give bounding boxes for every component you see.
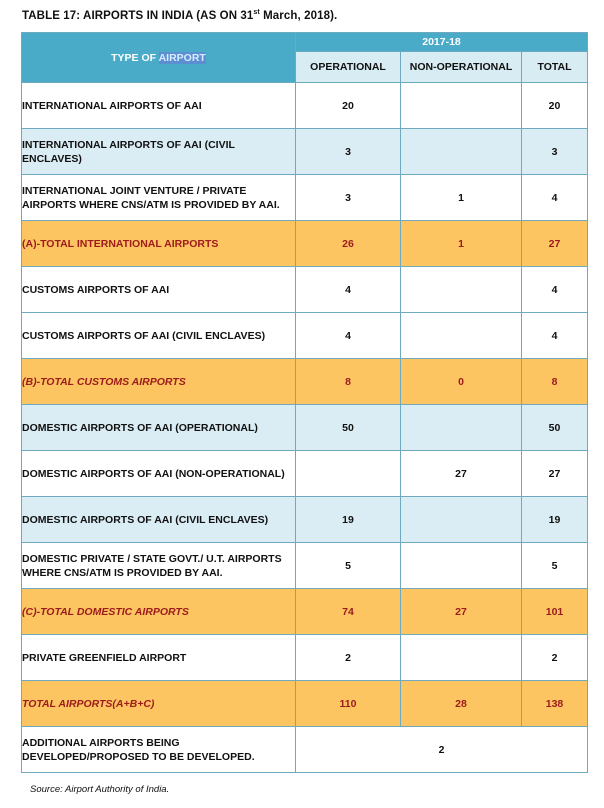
row-total: 4 <box>522 175 588 221</box>
source-note: Source: Airport Authority of India. <box>30 784 170 795</box>
additional-label: ADDITIONAL AIRPORTS BEING DEVELOPED/PROPOSED TO BE DEVELOPED. <box>22 727 296 773</box>
table-row <box>22 543 588 589</box>
additional-value: 2 <box>296 727 588 773</box>
table-row-grand-total <box>22 681 588 727</box>
row-operational: 5 <box>296 543 401 589</box>
row-non-operational: 28 <box>401 681 522 727</box>
row-label: INTERNATIONAL AIRPORTS OF AAI <box>22 83 296 129</box>
row-operational: 74 <box>296 589 401 635</box>
row-total: 19 <box>522 497 588 543</box>
row-total: 27 <box>522 451 588 497</box>
row-label: CUSTOMS AIRPORTS OF AAI <box>22 267 296 313</box>
row-operational: 50 <box>296 405 401 451</box>
table-title: TABLE 17: AIRPORTS IN INDIA (AS ON 31st March, 2018). <box>22 9 338 22</box>
row-non-operational <box>401 313 522 359</box>
row-operational: 4 <box>296 267 401 313</box>
row-total: 4 <box>522 313 588 359</box>
row-non-operational: 1 <box>401 221 522 267</box>
row-operational: 20 <box>296 83 401 129</box>
row-non-operational: 27 <box>401 589 522 635</box>
row-label: (C)-TOTAL DOMESTIC AIRPORTS <box>22 589 296 635</box>
row-non-operational: 0 <box>401 359 522 405</box>
table-row-additional <box>22 727 588 773</box>
row-label: INTERNATIONAL AIRPORTS OF AAI (CIVIL ENCLAVES) <box>22 129 296 175</box>
header-operational: OPERATIONAL <box>296 52 401 83</box>
row-label: CUSTOMS AIRPORTS OF AAI (CIVIL ENCLAVES) <box>22 313 296 359</box>
row-total: 138 <box>522 681 588 727</box>
row-operational: 4 <box>296 313 401 359</box>
row-label: INTERNATIONAL JOINT VENTURE / PRIVATE AIRPORTS WHERE CNS/ATM IS PROVIDED BY AAI. <box>22 175 296 221</box>
row-operational: 3 <box>296 129 401 175</box>
table-row <box>22 497 588 543</box>
table-row <box>22 313 588 359</box>
table-row-subtotal <box>22 359 588 405</box>
row-non-operational <box>401 497 522 543</box>
row-label: PRIVATE GREENFIELD AIRPORT <box>22 635 296 681</box>
row-operational: 19 <box>296 497 401 543</box>
row-total: 50 <box>522 405 588 451</box>
row-label: (B)-TOTAL CUSTOMS AIRPORTS <box>22 359 296 405</box>
airports-table <box>21 32 588 773</box>
row-total: 27 <box>522 221 588 267</box>
row-non-operational <box>401 129 522 175</box>
row-operational: 8 <box>296 359 401 405</box>
row-non-operational: 27 <box>401 451 522 497</box>
row-operational <box>296 451 401 497</box>
table-row <box>22 635 588 681</box>
row-operational: 3 <box>296 175 401 221</box>
table-row <box>22 83 588 129</box>
table-row <box>22 451 588 497</box>
row-label: DOMESTIC AIRPORTS OF AAI (NON-OPERATIONAL) <box>22 451 296 497</box>
row-total: 4 <box>522 267 588 313</box>
row-total: 20 <box>522 83 588 129</box>
row-total: 2 <box>522 635 588 681</box>
row-label: DOMESTIC AIRPORTS OF AAI (OPERATIONAL) <box>22 405 296 451</box>
row-label: (A)-TOTAL INTERNATIONAL AIRPORTS <box>22 221 296 267</box>
header-total: TOTAL <box>522 52 588 83</box>
row-non-operational <box>401 405 522 451</box>
row-non-operational <box>401 543 522 589</box>
row-non-operational: 1 <box>401 175 522 221</box>
row-operational: 2 <box>296 635 401 681</box>
row-total: 8 <box>522 359 588 405</box>
row-total: 101 <box>522 589 588 635</box>
row-operational: 110 <box>296 681 401 727</box>
header-non-operational: NON-OPERATIONAL <box>401 52 522 83</box>
table-row <box>22 129 588 175</box>
row-non-operational <box>401 635 522 681</box>
table-row <box>22 405 588 451</box>
table-row <box>22 175 588 221</box>
header-type-of-airport: TYPE OF AIRPORT <box>22 33 296 83</box>
row-label: DOMESTIC AIRPORTS OF AAI (CIVIL ENCLAVES) <box>22 497 296 543</box>
header-year: 2017-18 <box>296 33 588 52</box>
table-row-subtotal <box>22 221 588 267</box>
table-row <box>22 267 588 313</box>
row-non-operational <box>401 83 522 129</box>
row-label: DOMESTIC PRIVATE / STATE GOVT./ U.T. AIRPORTS WHERE CNS/ATM IS PROVIDED BY AAI. <box>22 543 296 589</box>
row-total: 3 <box>522 129 588 175</box>
row-non-operational <box>401 267 522 313</box>
table-row-subtotal <box>22 589 588 635</box>
row-label: TOTAL AIRPORTS(A+B+C) <box>22 681 296 727</box>
row-total: 5 <box>522 543 588 589</box>
row-operational: 26 <box>296 221 401 267</box>
